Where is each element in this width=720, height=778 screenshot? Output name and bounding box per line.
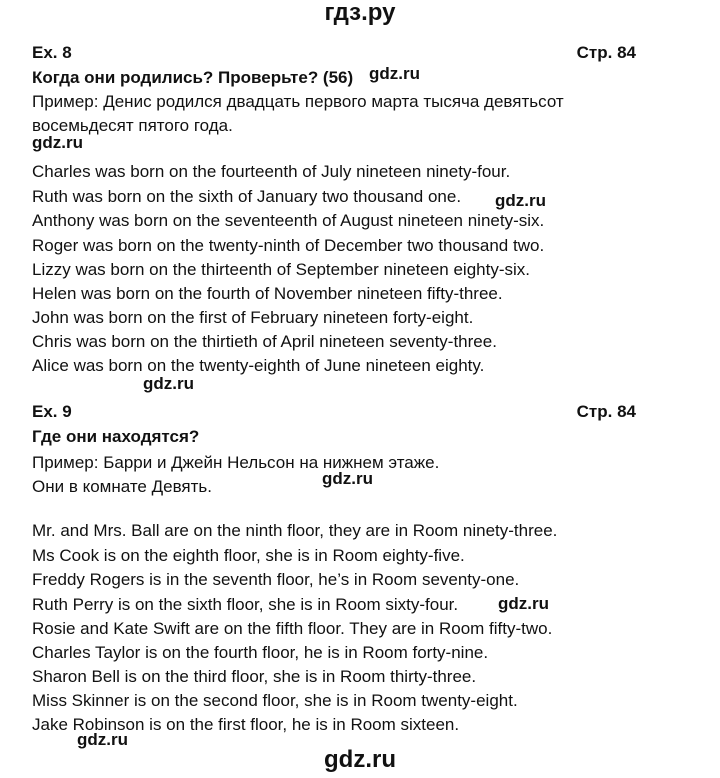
exercise-8-answer: John was born on the first of February nineteen forty-eight. [32,308,474,327]
watermark: gdz.ru [143,374,194,393]
exercise-9-answer: Charles Taylor is on the fourth floor, he is in Room forty-nine. [32,643,489,662]
exercise-8-example-line-2: восемьдесят пятого года. [32,116,233,135]
exercise-8-answer: Anthony was born on the seventeenth of August nineteen ninety-six. [32,211,545,230]
exercise-9-answer: Freddy Rogers is in the seventh floor, he’s in Room seventy-one. [32,570,520,589]
exercise-9-answer: Ms Cook is on the eighth floor, she is in Room eighty-five. [32,546,465,565]
exercise-8-title: Когда они родились? Проверьте? (56) [32,68,354,87]
site-footer: gdz.ru [324,746,396,773]
exercise-9-number: Ex. 9 [32,402,72,421]
exercise-9-example-line-2: Они в комнате Девять. [32,477,212,496]
exercise-9-answer: Ruth Perry is on the sixth floor, she is in Room sixty-four. [32,595,459,614]
site-header: гдз.ру [324,0,396,26]
exercise-8-page: Стр. 84 [576,43,636,62]
exercise-9-title: Где они находятся? [32,427,200,446]
exercise-8-example-line-1: Пример: Денис родился двадцать первого марта тысяча девятьсот [32,92,564,111]
exercise-8-answer: Chris was born on the thirtieth of April nineteen seventy-three. [32,332,497,351]
exercise-8-answer: Lizzy was born on the thirteenth of September nineteen eighty-six. [32,260,531,279]
exercise-8-answer: Charles was born on the fourteenth of July nineteen ninety-four. [32,162,511,181]
exercise-8-answer: Alice was born on the twenty-eighth of June nineteen eighty. [32,356,485,375]
exercise-8-number: Ex. 8 [32,43,72,62]
watermark: gdz.ru [32,133,83,152]
watermark: gdz.ru [322,469,373,488]
exercise-9-answer: Mr. and Mrs. Ball are on the ninth floor, they are in Room ninety-three. [32,521,558,540]
watermark: gdz.ru [495,191,546,210]
watermark: gdz.ru [77,730,128,749]
exercise-9-answer: Sharon Bell is on the third floor, she is in Room thirty-three. [32,667,477,686]
exercise-9-answer: Jake Robinson is on the first floor, he is in Room sixteen. [32,715,460,734]
exercise-9-answer: Miss Skinner is on the second floor, she is in Room twenty-eight. [32,691,518,710]
exercise-8-answer: Helen was born on the fourth of November nineteen fifty-three. [32,284,503,303]
exercise-9-example-line-1: Пример: Барри и Джейн Нельсон на нижнем этаже. [32,453,440,472]
exercise-8-answer: Roger was born on the twenty-ninth of December two thousand two. [32,236,545,255]
exercise-8-answer: Ruth was born on the sixth of January two thousand one. [32,187,462,206]
exercise-9-page: Стр. 84 [576,402,636,421]
watermark: gdz.ru [498,594,549,613]
watermark: gdz.ru [369,64,420,83]
exercise-9-answer: Rosie and Kate Swift are on the fifth floor. They are in Room fifty-two. [32,619,553,638]
